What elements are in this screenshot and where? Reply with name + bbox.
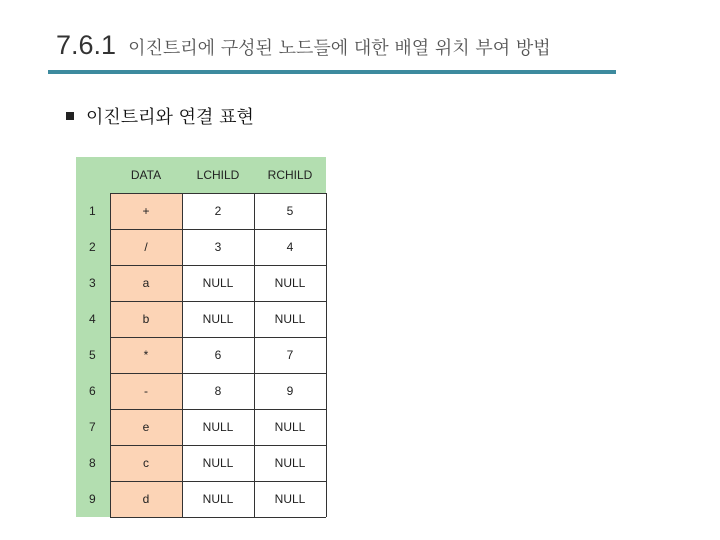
rchild-cell: 5 bbox=[254, 193, 326, 229]
data-cell: e bbox=[110, 409, 182, 445]
section-number: 7.6.1 bbox=[56, 30, 117, 60]
rchild-cell: 4 bbox=[254, 229, 326, 265]
subtitle: 이진트리와 연결 표현 bbox=[86, 107, 254, 128]
lchild-cell: NULL bbox=[182, 481, 254, 517]
rchild-cell: NULL bbox=[254, 301, 326, 337]
lchild-cell: NULL bbox=[182, 409, 254, 445]
row-index: 1 bbox=[76, 193, 110, 229]
column-header-rchild: RCHILD bbox=[254, 157, 326, 193]
row-index: 9 bbox=[76, 481, 110, 517]
section-title: 이진트리에 구성된 노드들에 대한 배열 위치 부여 방법 bbox=[128, 38, 551, 59]
lchild-cell: 3 bbox=[182, 229, 254, 265]
column-header-data: DATA bbox=[110, 157, 182, 193]
lchild-cell: 2 bbox=[182, 193, 254, 229]
data-cell: + bbox=[110, 193, 182, 229]
rchild-cell: NULL bbox=[254, 445, 326, 481]
lchild-cell: NULL bbox=[182, 265, 254, 301]
rchild-cell: 9 bbox=[254, 373, 326, 409]
row-index: 2 bbox=[76, 229, 110, 265]
data-cell: c bbox=[110, 445, 182, 481]
row-index: 4 bbox=[76, 301, 110, 337]
column-header-lchild: LCHILD bbox=[182, 157, 254, 193]
lchild-cell: 6 bbox=[182, 337, 254, 373]
lchild-cell: NULL bbox=[182, 445, 254, 481]
data-cell: / bbox=[110, 229, 182, 265]
data-cell: d bbox=[110, 481, 182, 517]
rchild-cell: NULL bbox=[254, 409, 326, 445]
data-cell: - bbox=[110, 373, 182, 409]
data-cell: a bbox=[110, 265, 182, 301]
row-index: 7 bbox=[76, 409, 110, 445]
rchild-cell: 7 bbox=[254, 337, 326, 373]
lchild-cell: 8 bbox=[182, 373, 254, 409]
rchild-cell: NULL bbox=[254, 265, 326, 301]
row-index: 6 bbox=[76, 373, 110, 409]
row-index: 8 bbox=[76, 445, 110, 481]
row-index: 3 bbox=[76, 265, 110, 301]
rchild-cell: NULL bbox=[254, 481, 326, 517]
lchild-cell: NULL bbox=[182, 301, 254, 337]
data-cell: b bbox=[110, 301, 182, 337]
row-index: 5 bbox=[76, 337, 110, 373]
data-cell: * bbox=[110, 337, 182, 373]
